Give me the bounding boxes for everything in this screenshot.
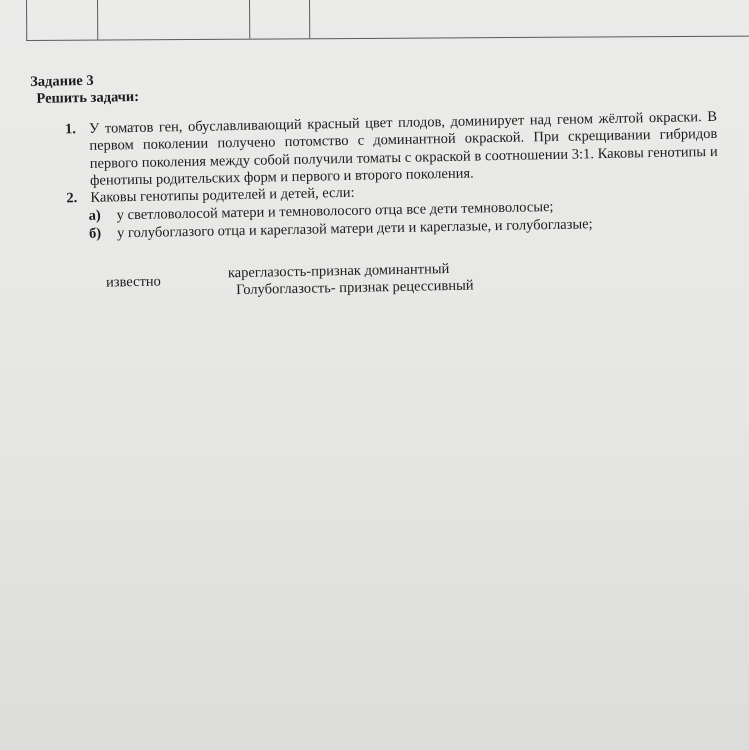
table-fragment bbox=[26, 0, 749, 41]
task-title: Задание 3 bbox=[30, 72, 94, 90]
task-subtitle: Решить задачи: bbox=[36, 88, 140, 107]
known-facts bbox=[34, 256, 725, 309]
table-cell-divider bbox=[309, 0, 310, 38]
sub-item-text: у голубоглазого отца и кареглазой матери дети и кареглазые, и голубоглазые; bbox=[116, 216, 593, 242]
sub-item-text: у светловолосой матери и темноволосого отца все дети темноволосые; bbox=[116, 199, 554, 224]
task-number: 2. bbox=[66, 190, 78, 207]
sub-item-mark: б) bbox=[88, 226, 102, 243]
task-content bbox=[30, 61, 724, 310]
table-cell-divider bbox=[249, 0, 250, 39]
known-label: известно bbox=[105, 274, 161, 292]
task-text: У томатов ген, обуславливающий красный цвет плодов, доминирует над геном жёлтой окраски. В первом поколении получено потомство с доминантной окраской. При скрещивании гибридов первого поколения между собой получили томаты с окраской в соотношении 3:1. Каковы генотипы и фенотипы родительских форм и первого и второго поколения. bbox=[88, 108, 718, 189]
sub-item-mark: а) bbox=[88, 208, 101, 225]
task-item-1 bbox=[31, 109, 722, 191]
task-number: 1. bbox=[64, 121, 77, 138]
table-cell-divider bbox=[97, 0, 98, 40]
known-fact-dominant: кареглазость-признак доминантный bbox=[227, 261, 450, 282]
task-text: Каковы генотипы родителей и детей, если: bbox=[90, 184, 355, 207]
known-fact-recessive: Голубоглазость- признак рецессивный bbox=[236, 278, 474, 299]
task-list bbox=[31, 109, 723, 245]
